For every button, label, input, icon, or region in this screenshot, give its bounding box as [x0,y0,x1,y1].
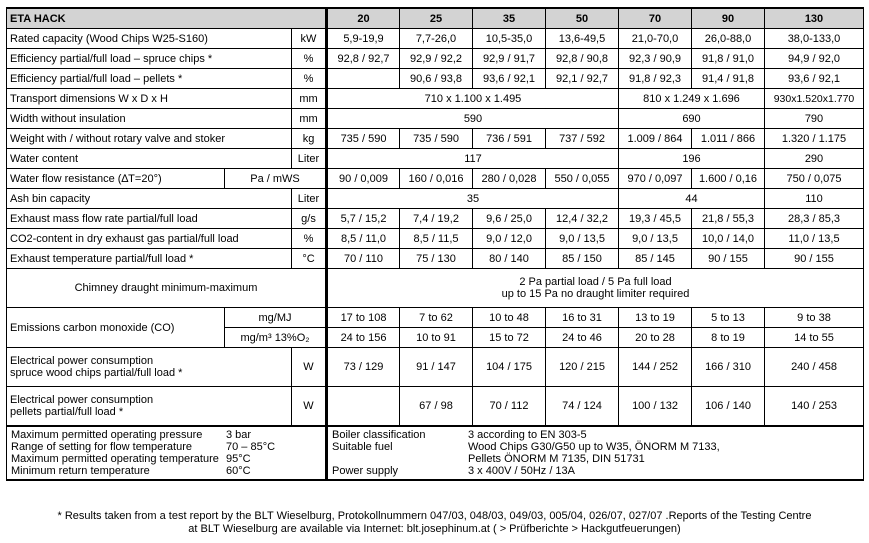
cell: 110 [765,189,864,209]
row-label: Width without insulation [7,109,292,129]
cell: 90 / 0,009 [327,169,400,189]
cell: 280 / 0,028 [473,169,546,189]
row-co2-content [7,229,864,249]
cell: 9 to 38 [765,308,864,328]
cell: 92,9 / 91,7 [473,49,546,69]
cell: 140 / 253 [765,387,864,427]
row-label: Water flow resistance (∆T=20°) [7,169,225,189]
cell: 24 to 156 [327,328,400,348]
summary-key: Minimum return temperature [11,465,150,477]
cell: 550 / 0,055 [546,169,619,189]
row-label: Ash bin capacity [7,189,292,209]
table-title: ETA HACK [7,8,327,29]
cell: 21,0-70,0 [619,29,692,49]
cell: 16 to 31 [546,308,619,328]
row-exhaust-temperature [7,249,864,269]
cell: 7 to 62 [400,308,473,328]
spec-table [6,7,864,481]
cell: 9,6 / 25,0 [473,209,546,229]
cell: 73 / 129 [327,348,400,387]
row-label: Emissions carbon monoxide (CO) [7,308,225,348]
summary-key [332,453,468,465]
cell: 104 / 175 [473,348,546,387]
row-exhaust-mass-flow [7,209,864,229]
row-unit: kW [292,29,327,49]
cell: 1.600 / 0,16 [692,169,765,189]
row-transport-dimensions [7,89,864,109]
cell: 70 / 112 [473,387,546,427]
cell: 85 / 145 [619,249,692,269]
summary-key: Suitable fuel [332,441,393,453]
cell: 5,7 / 15,2 [327,209,400,229]
cell: 9,0 / 13,5 [619,229,692,249]
summary-item [11,429,321,441]
cell-empty [327,69,400,89]
cell: 736 / 591 [473,129,546,149]
row-unit: % [292,49,327,69]
cell: 17 to 108 [327,308,400,328]
cell: 120 / 215 [546,348,619,387]
cell: 160 / 0,016 [400,169,473,189]
summary-value: Pellets ÖNORM M 7135, DIN 51731 [468,453,645,465]
row-water-flow-resistance [7,169,864,189]
row-chimney-draught [7,269,864,308]
row-label: Rated capacity (Wood Chips W25-S160) [7,29,292,49]
row-water-content [7,149,864,169]
row-rated-capacity [7,29,864,49]
cell: 35 [327,189,619,209]
cell: 67 / 98 [400,387,473,427]
summary-row [7,426,864,480]
cell: 10,5-35,0 [473,29,546,49]
cell: 735 / 590 [400,129,473,149]
label-line-2: spruce wood chips partial/full load * [10,367,183,379]
summary-value: 70 – 85°C [226,441,276,453]
summary-key: Boiler classification [332,429,426,441]
cell: 85 / 150 [546,249,619,269]
cell: 92,3 / 90,9 [619,49,692,69]
cell: 15 to 72 [473,328,546,348]
row-unit: % [292,69,327,89]
cell: 93,6 / 92,1 [473,69,546,89]
row-weight [7,129,864,149]
cell: 5,9-19,9 [327,29,400,49]
row-label: Exhaust temperature partial/full load * [7,249,292,269]
cell: 5 to 13 [692,308,765,328]
row-label: CO2-content in dry exhaust gas partial/full load [7,229,292,249]
row-unit: kg [292,129,327,149]
cell: 13,6-49,5 [546,29,619,49]
cell: 106 / 140 [692,387,765,427]
label-line-1: Electrical power consumption [10,394,154,406]
cell: 20 to 28 [619,328,692,348]
cell: 14 to 55 [765,328,864,348]
row-unit: g/s [292,209,327,229]
summary-value: 3 x 400V / 50Hz / 13A [468,465,576,477]
cell: 1.011 / 866 [692,129,765,149]
cell: 690 [619,109,765,129]
row-label [7,348,292,387]
label-line-1: Electrical power consumption [10,355,154,367]
cell: 144 / 252 [619,348,692,387]
row-efficiency-pellets [7,69,864,89]
cell: 92,9 / 92,2 [400,49,473,69]
cell: 28,3 / 85,3 [765,209,864,229]
summary-item [11,453,321,465]
summary-value: Wood Chips G30/G50 up to W35, ÖNORM M 7133, [468,441,720,453]
cell: 91,8 / 91,0 [692,49,765,69]
column-header: 20 [327,8,400,29]
cell-empty [327,387,400,427]
cell: 240 / 458 [765,348,864,387]
cell: 90 / 155 [692,249,765,269]
summary-item [332,453,859,465]
spec-table-container [6,7,863,481]
cell: 7,4 / 19,2 [400,209,473,229]
cell: 90,6 / 93,8 [400,69,473,89]
cell: 1.009 / 864 [619,129,692,149]
cell: 1.320 / 1.175 [765,129,864,149]
summary-value: 95°C [226,453,251,465]
row-unit: mm [292,89,327,109]
row-label: Efficiency partial/full load – pellets * [7,69,292,89]
cell: 80 / 140 [473,249,546,269]
chimney-line-1: 2 Pa partial load / 5 Pa full load [519,276,672,288]
cell: 11,0 / 13,5 [765,229,864,249]
row-unit: mm [292,109,327,129]
cell: 735 / 590 [327,129,400,149]
cell: 94,9 / 92,0 [765,49,864,69]
cell: 93,6 / 92,1 [765,69,864,89]
summary-key: Maximum permitted operating temperature [11,453,219,465]
cell: 9,0 / 13,5 [546,229,619,249]
cell: 166 / 310 [692,348,765,387]
cell: 710 x 1.100 x 1.495 [327,89,619,109]
cell: 290 [765,149,864,169]
row-label: Chimney draught minimum-maximum [7,269,327,308]
summary-key: Power supply [332,465,399,477]
cell: 7,7-26,0 [400,29,473,49]
summary-left [7,426,327,480]
cell: 90 / 155 [765,249,864,269]
cell: 810 x 1.249 x 1.696 [619,89,765,109]
cell: 10 to 91 [400,328,473,348]
summary-right [327,426,864,480]
header-row [7,8,864,29]
row-unit: Liter [292,149,327,169]
cell: 100 / 132 [619,387,692,427]
footnote-line-2: at BLT Wieselburg are available via Internet: blt.josephinum.at ( > Prüfberichte > Hackgutfeuerungen) [188,523,681,535]
cell: 12,4 / 32,2 [546,209,619,229]
row-unit: % [292,229,327,249]
summary-key: Maximum permitted operating pressure [11,429,203,441]
row-label: Efficiency partial/full load – spruce chips * [7,49,292,69]
row-unit: Pa / mWS [225,169,327,189]
cell: 10 to 48 [473,308,546,328]
row-unit: mg/MJ [225,308,327,328]
cell: 737 / 592 [546,129,619,149]
summary-item [11,465,321,477]
cell: 70 / 110 [327,249,400,269]
column-header: 50 [546,8,619,29]
row-electrical-pellets [7,387,864,427]
cell [327,269,864,308]
cell: 21,8 / 55,3 [692,209,765,229]
row-width [7,109,864,129]
row-label: Exhaust mass flow rate partial/full load [7,209,292,229]
label-line-2: pellets partial/full load * [10,406,124,418]
cell: 92,8 / 92,7 [327,49,400,69]
cell: 10,0 / 14,0 [692,229,765,249]
column-header: 70 [619,8,692,29]
row-unit: W [292,387,327,427]
cell: 9,0 / 12,0 [473,229,546,249]
column-header: 90 [692,8,765,29]
summary-item [11,441,321,453]
cell: 74 / 124 [546,387,619,427]
summary-item [332,441,859,453]
cell: 13 to 19 [619,308,692,328]
cell: 26,0-88,0 [692,29,765,49]
summary-item [332,465,859,477]
footnote-line-1: * Results taken from a test report by the BLT Wieselburg, Protokollnummern 047/03, 048/03, 049/03, 005/04, 026/07, 027/07 .Reports of the Testing Centre [57,510,812,522]
row-label: Transport dimensions W x D x H [7,89,292,109]
chimney-line-2: up to 15 Pa no draught limiter required [501,288,690,300]
column-header: 35 [473,8,546,29]
column-header: 25 [400,8,473,29]
cell: 750 / 0,075 [765,169,864,189]
cell: 117 [327,149,619,169]
summary-value: 3 according to EN 303-5 [468,429,587,441]
summary-item [332,429,859,441]
row-unit: Liter [292,189,327,209]
cell: 930x1.520x1.770 [765,89,864,109]
cell: 92,8 / 90,8 [546,49,619,69]
cell: 970 / 0,097 [619,169,692,189]
cell: 8,5 / 11,0 [327,229,400,249]
row-electrical-chips [7,348,864,387]
row-co-emissions-mj [7,308,864,328]
row-unit: W [292,348,327,387]
column-header: 130 [765,8,864,29]
cell: 91 / 147 [400,348,473,387]
row-ash-bin [7,189,864,209]
row-label [7,387,292,427]
cell: 75 / 130 [400,249,473,269]
row-unit: mg/m³ 13%O₂ [225,328,327,348]
cell: 8 to 19 [692,328,765,348]
row-label: Water content [7,149,292,169]
cell: 24 to 46 [546,328,619,348]
cell: 44 [619,189,765,209]
row-efficiency-chips [7,49,864,69]
cell: 91,8 / 92,3 [619,69,692,89]
cell: 196 [619,149,765,169]
cell: 590 [327,109,619,129]
row-unit: °C [292,249,327,269]
footnote [0,510,869,536]
summary-value: 3 bar [226,429,252,441]
cell: 91,4 / 91,8 [692,69,765,89]
cell: 38,0-133,0 [765,29,864,49]
cell: 92,1 / 92,7 [546,69,619,89]
cell: 19,3 / 45,5 [619,209,692,229]
cell: 8,5 / 11,5 [400,229,473,249]
summary-key: Range of setting for flow temperature [11,441,192,453]
cell: 790 [765,109,864,129]
summary-value: 60°C [226,465,251,477]
row-label: Weight with / without rotary valve and stoker [7,129,292,149]
